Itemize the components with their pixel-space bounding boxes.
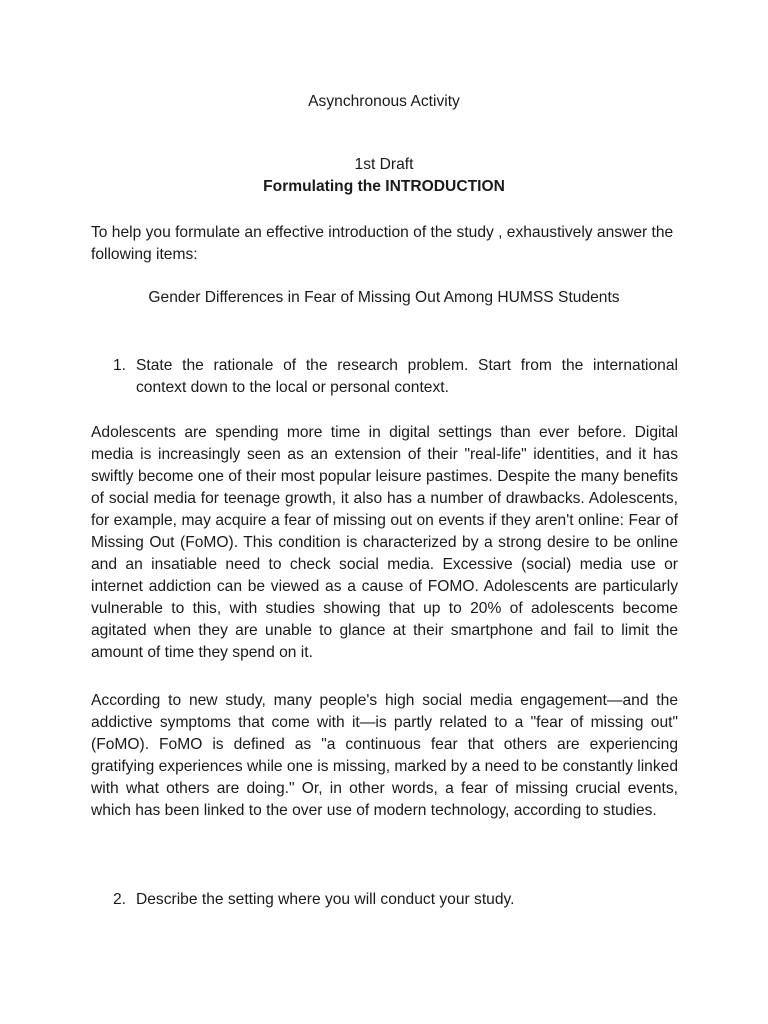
list-item-number: 2.	[113, 891, 127, 908]
section-heading: Formulating the INTRODUCTION	[263, 178, 505, 195]
document-title: Asynchronous Activity	[308, 93, 460, 110]
draft-label: 1st Draft	[354, 156, 414, 173]
answer-paragraph-1: Adolescents are spending more time in digital settings than ever before. Digital media is increasingly seen as an extension of their "real-life" identities, and it has swiftly become one of their most popular leisure pastimes. Despite the many benefits of social media for teenage growth, it also has a number of drawbacks. Adolescents, for example, may acquire a fear of missing out on events if they aren't online: Fear of Missing Out (FoMO). This condition is characterized by a strong desire to be online and an insatiable need to check social media. Excessive (social) media use or internet addiction can be viewed as a cause of FOMO. Adolescents are particularly vulnerable to this, with studies showing that up to 20% of adolescents become agitated when they are unable to glance at their smartphone and fail to limit the amount of time they spend on it.	[91, 424, 678, 661]
instructions-paragraph: To help you formulate an effective introduction of the study , exhaustively answer the following items:	[91, 224, 674, 263]
list-item-text: State the rationale of the research problem. Start from the international context down to the local or personal context.	[136, 357, 678, 396]
list-item-number: 1.	[113, 357, 127, 374]
list-item-text: Describe the setting where you will conduct your study.	[136, 891, 515, 908]
research-topic: Gender Differences in Fear of Missing Out Among HUMSS Students	[148, 289, 620, 306]
answer-paragraph-2: According to new study, many people's high social media engagement—and the addictive symptoms that come with it—is partly related to a "fear of missing out" (FoMO). FoMO is defined as "a continuous fear that others are experiencing gratifying experiences while one is missing, marked by a need to be constantly linked with what others are doing." Or, in other words, a fear of missing crucial events, which has been linked to the over use of modern technology, according to studies.	[91, 692, 678, 819]
